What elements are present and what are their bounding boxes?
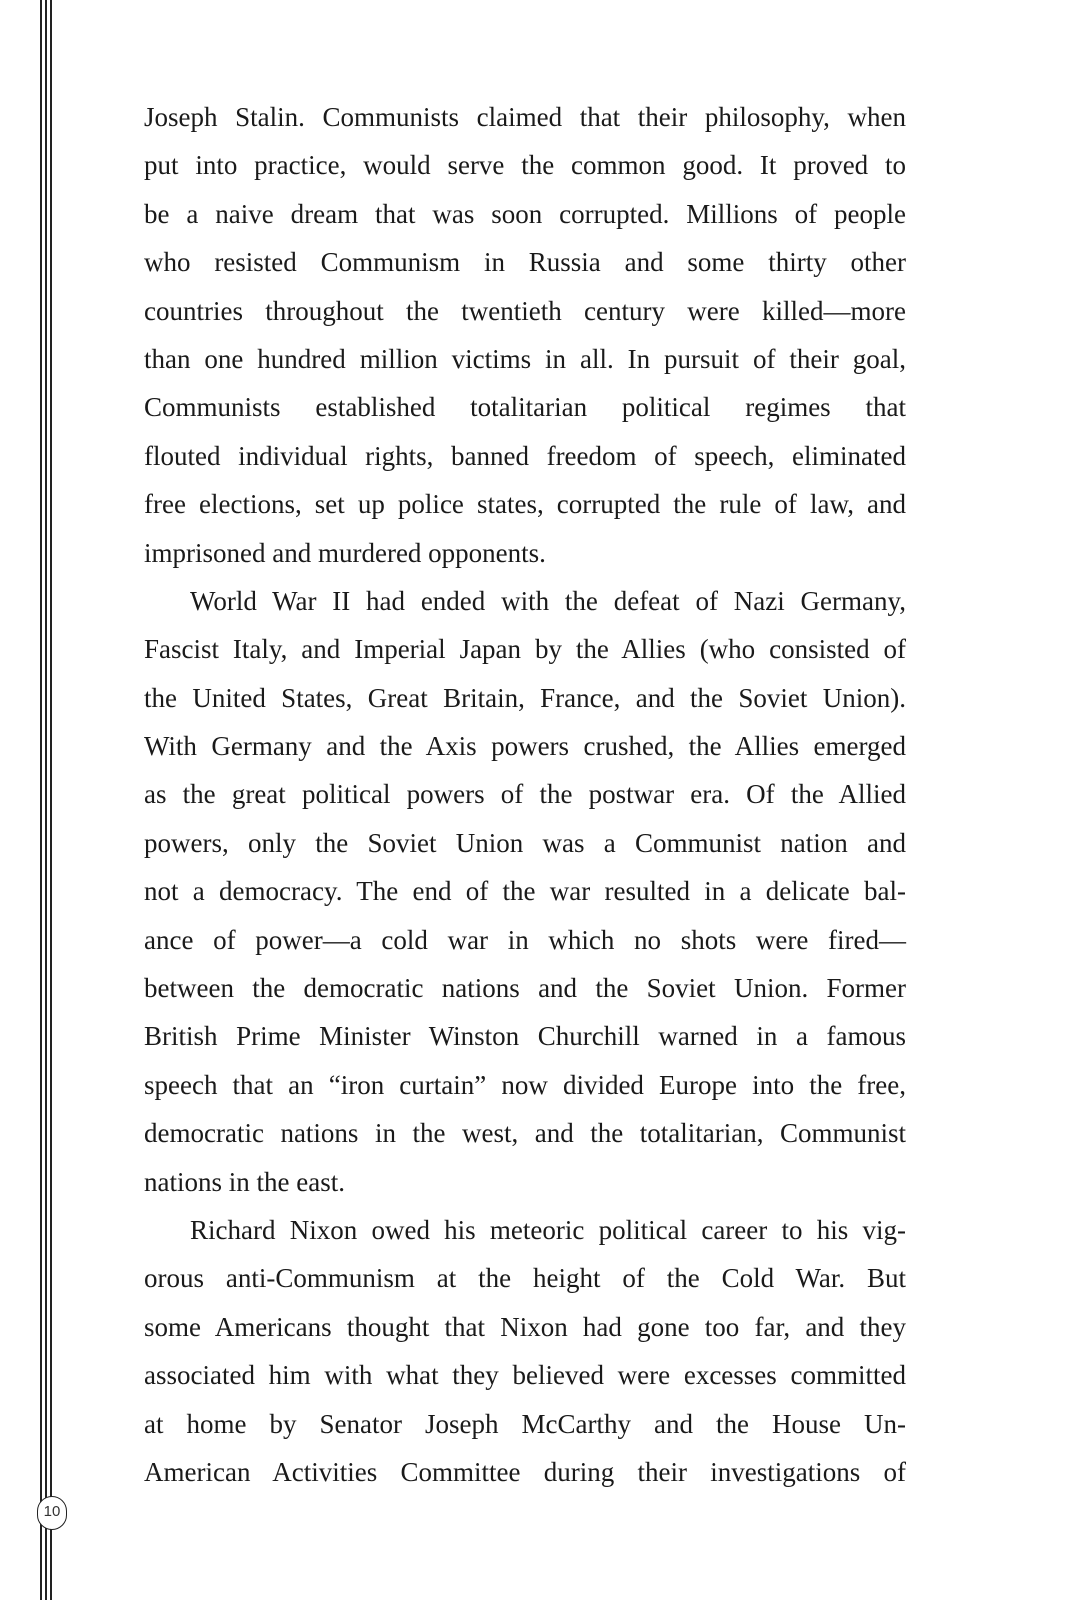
page-number: 10 — [37, 1496, 67, 1530]
text-line: orous anti-Communism at the height of the Cold War. But — [144, 1263, 906, 1294]
text-line: at home by Senator Joseph McCarthy and the House Un- — [144, 1408, 906, 1439]
text-line: ance of power—a cold war in which no shots were fired— — [144, 924, 906, 955]
text-line: flouted individual rights, banned freedom of speech, eliminated — [144, 440, 906, 471]
text-line: American Activities Committee during their investigations of — [144, 1456, 906, 1487]
text-line: some Americans thought that Nixon had gone too far, and they — [144, 1311, 906, 1342]
paragraph-start-line: World War II had ended with the defeat of Nazi Germany, — [190, 585, 906, 616]
text-line: Communists established totalitarian political regimes that — [144, 392, 906, 423]
text-line: not a democracy. The end of the war resulted in a delicate bal- — [144, 876, 906, 907]
text-line: British Prime Minister Winston Churchill warned in a famous — [144, 1021, 906, 1052]
text-line: as the great political powers of the postwar era. Of the Allied — [144, 779, 906, 810]
text-line: Joseph Stalin. Communists claimed that their philosophy, when — [144, 102, 906, 132]
text-line: free elections, set up police states, corrupted the rule of law, and — [144, 489, 906, 520]
margin-rule-outer — [40, 0, 42, 1600]
text-line: powers, only the Soviet Union was a Communist nation and — [144, 827, 906, 858]
text-line: put into practice, would serve the common good. It proved to — [144, 150, 906, 181]
margin-rule-inner — [50, 0, 52, 1600]
paragraph-end-line: nations in the east. — [144, 1166, 345, 1197]
text-line: associated him with what they believed were excesses committed — [144, 1360, 906, 1391]
text-line: countries throughout the twentieth century were killed—more — [144, 295, 906, 326]
text-line: than one hundred million victims in all. In pursuit of their goal, — [144, 343, 906, 374]
text-line: between the democratic nations and the Soviet Union. Former — [144, 973, 906, 1004]
margin-rule-middle — [45, 0, 47, 1600]
text-line: who resisted Communism in Russia and some thirty other — [144, 247, 906, 278]
text-line: With Germany and the Axis powers crushed, the Allies emerged — [144, 731, 906, 762]
text-line: the United States, Great Britain, France, and the Soviet Union). — [144, 682, 906, 713]
paragraph-start-line: Richard Nixon owed his meteoric political career to his vig- — [190, 1214, 906, 1245]
text-line: Fascist Italy, and Imperial Japan by the Allies (who consisted of — [144, 634, 906, 665]
text-line: speech that an “iron curtain” now divided Europe into the free, — [144, 1069, 906, 1100]
text-line: democratic nations in the west, and the totalitarian, Communist — [144, 1118, 906, 1149]
paragraph-end-line: imprisoned and murdered opponents. — [144, 537, 546, 568]
body-text — [144, 93, 906, 1496]
text-line: be a naive dream that was soon corrupted. Millions of people — [144, 198, 906, 229]
